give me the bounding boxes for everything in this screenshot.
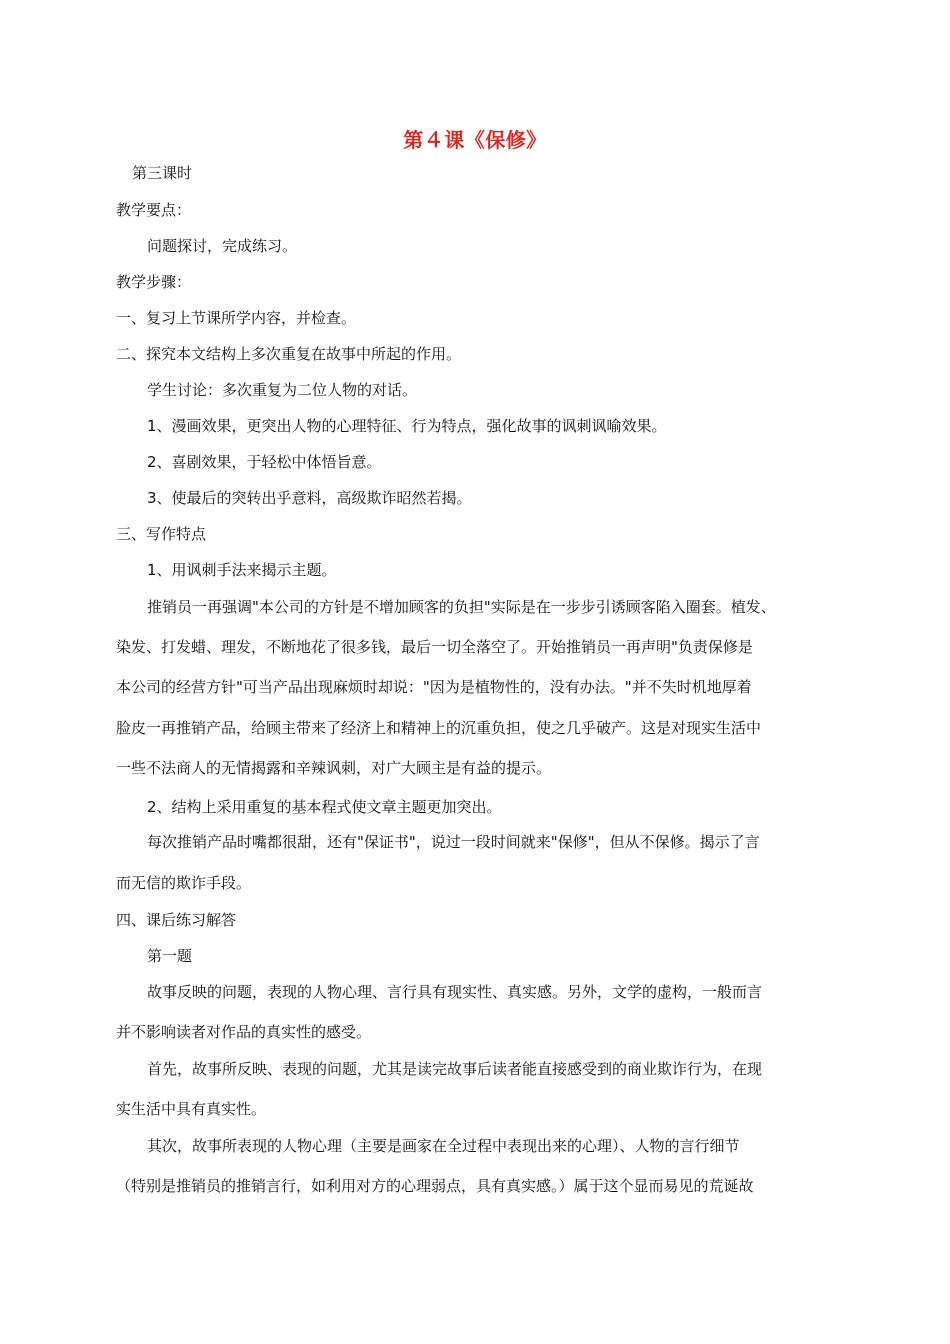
text-line: 其次，故事所表现的人物心理（主要是画家在全过程中表现出来的心理）、人物的言行细节 [147,1137,740,1155]
text-line: 染发、打发蜡、理发，不断地花了很多钱，最后一切全落空了。开始推销员一再声明"负责保修是 [116,638,753,656]
text-line: 实生活中具有真实性。 [116,1100,267,1118]
text-line: 二、探究本文结构上多次重复在故事中所起的作用。 [116,345,462,363]
text-line: 首先，故事所反映、表现的问题，尤其是读完故事后读者能直接感受到的商业欺诈行为，在现 [147,1060,763,1078]
text-line: 3、使最后的突转出乎意料，高级欺诈昭然若揭。 [147,489,472,507]
text-line: 推销员一再强调"本公司的方针是不增加顾客的负担"实际是在一步步引诱顾客陷入圈套。植发、 [147,598,776,616]
text-line: 而无信的欺诈手段。 [116,874,252,892]
text-line: 故事反映的问题，表现的人物心理、言行具有现实性、真实感。另外，文学的虚构，一般而言 [147,983,763,1001]
text-line: 脸皮一再推销产品，给顾主带来了经济上和精神上的沉重负担，使之几乎破产。这是对现实生活中 [116,719,762,737]
text-line: 教学要点： [116,201,192,219]
text-line: 1、漫画效果，更突出人物的心理特征、行为特点，强化故事的讽刺讽喻效果。 [147,417,667,435]
text-line: 三、写作特点 [116,525,207,543]
text-line: 1、用讽刺手法来揭示主题。 [147,561,337,579]
text-line: 学生讨论：多次重复为二位人物的对话。 [147,381,418,399]
text-line: 四、课后练习解答 [116,911,237,929]
text-line: 教学步骤： [116,273,192,291]
text-line: 第三课时 [132,164,193,182]
text-line: 问题探讨，完成练习。 [147,237,298,255]
text-line: 并不影响读者对作品的真实性的感受。 [116,1023,372,1041]
text-line: 一些不法商人的无情揭露和辛辣讽刺，对广大顾主是有益的提示。 [116,759,552,777]
document-title: 第４课《保修》 [403,128,547,152]
text-line: 2、喜剧效果，于轻松中体悟旨意。 [147,453,382,471]
text-line: 第一题 [147,947,193,965]
text-line: 2、结构上采用重复的基本程式使文章主题更加突出。 [147,798,502,816]
text-line: （特别是推销员的推销言行，如利用对方的心理弱点，具有真实感。）属于这个显而易见的荒诞故 [116,1177,754,1195]
text-line: 一、复习上节课所学内容，并检查。 [116,309,357,327]
text-line: 每次推销产品时嘴都很甜，还有"保证书"，说过一段时间就来"保修"，但从不保修。揭示了言 [147,833,760,851]
text-line: 本公司的经营方针"可当产品出现麻烦时却说："因为是植物性的，没有办法。"并不失时机地厚着 [116,678,752,696]
